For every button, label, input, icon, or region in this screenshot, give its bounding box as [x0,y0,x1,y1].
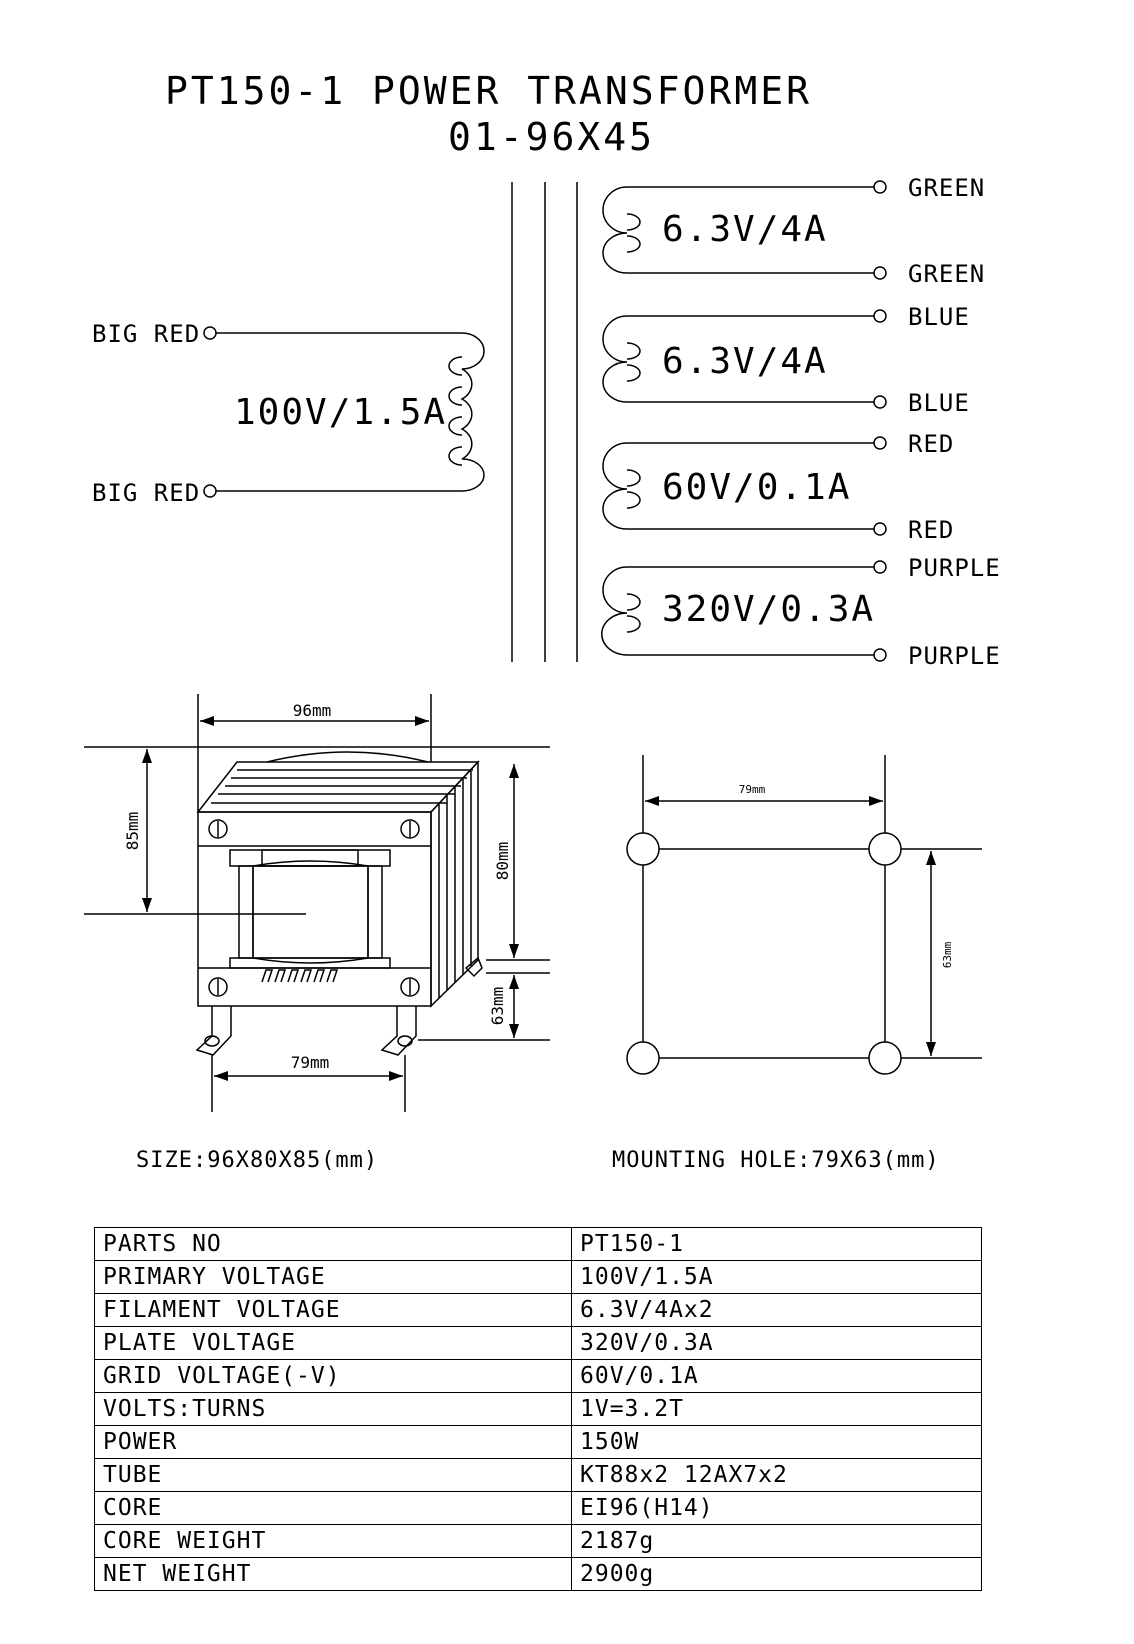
lead-label-blue-1: BLUE [908,303,970,331]
secondary-rating-4: 320V/0.3A [662,589,876,630]
spec-value: 1V=3.2T [572,1393,982,1426]
front-view [197,752,482,1055]
mount-width-label: 79mm [738,783,766,796]
terminal-purple-2 [874,649,886,661]
spec-key: VOLTS:TURNS [95,1393,572,1426]
spec-key: FILAMENT VOLTAGE [95,1294,572,1327]
spec-value: KT88x2 12AX7x2 [572,1459,982,1492]
spec-row [95,1525,982,1558]
dim-mount-depth-label: 63mm [488,986,507,1026]
spec-key: PARTS NO [95,1228,572,1261]
mounting-caption: MOUNTING HOLE:79X63(mm) [612,1148,940,1173]
spec-row [95,1459,982,1492]
mount-hole-4 [869,1042,901,1074]
spec-row [95,1294,982,1327]
spec-row [95,1327,982,1360]
mount-hole-3 [627,1042,659,1074]
spec-value: EI96(H14) [572,1492,982,1525]
secondary-rating-3: 60V/0.1A [662,467,852,508]
spec-key: PLATE VOLTAGE [95,1327,572,1360]
primary-terminal-top [204,327,216,339]
spec-key: GRID VOLTAGE(-V) [95,1360,572,1393]
terminal-green-2 [874,267,886,279]
spec-value: 6.3V/4Ax2 [572,1294,982,1327]
page-subtitle: 01-96X45 [448,115,656,159]
spec-row [95,1393,982,1426]
primary-lead-label-1: BIG RED [92,320,201,348]
lead-label-green-1: GREEN [908,174,986,202]
spec-table [94,1227,982,1591]
spec-row [95,1228,982,1261]
terminal-purple-1 [874,561,886,573]
mount-hole-1 [627,833,659,865]
lead-label-red-2: RED [908,516,955,544]
secondary-rating-1: 6.3V/4A [662,209,828,250]
dim-height-label: 85mm [123,811,142,851]
spec-row [95,1426,982,1459]
lead-label-red-1: RED [908,430,955,458]
mount-hole-2 [869,833,901,865]
lead-label-purple-1: PURPLE [908,554,1001,582]
spec-value: 100V/1.5A [572,1261,982,1294]
spec-key: TUBE [95,1459,572,1492]
spec-value: 2187g [572,1525,982,1558]
lead-label-purple-2: PURPLE [908,642,1001,670]
spec-key: POWER [95,1426,572,1459]
spec-key: CORE WEIGHT [95,1525,572,1558]
terminal-red-1 [874,437,886,449]
size-caption: SIZE:96X80X85(mm) [136,1148,379,1173]
lead-label-blue-2: BLUE [908,389,970,417]
dim-mount-width-label: 79mm [290,1053,330,1072]
spec-row [95,1360,982,1393]
spec-row [95,1558,982,1591]
spec-row [95,1261,982,1294]
secondary-rating-2: 6.3V/4A [662,341,828,382]
terminal-red-2 [874,523,886,535]
front-view-dimensions [84,694,550,1112]
terminal-blue-2 [874,396,886,408]
primary-terminal-bottom [204,485,216,497]
spec-value: PT150-1 [572,1228,982,1261]
page-title: PT150-1 POWER TRANSFORMER [165,69,812,113]
spec-row [95,1492,982,1525]
terminal-green-1 [874,181,886,193]
terminal-blue-1 [874,310,886,322]
spec-value: 2900g [572,1558,982,1591]
primary-lead-label-2: BIG RED [92,479,201,507]
dim-window-label: 80mm [493,841,512,881]
spec-key: PRIMARY VOLTAGE [95,1261,572,1294]
mounting-hole-view [627,755,982,1074]
dim-width-label: 96mm [292,701,332,720]
spec-value: 60V/0.1A [572,1360,982,1393]
spec-value: 150W [572,1426,982,1459]
spec-key: NET WEIGHT [95,1558,572,1591]
lead-label-green-2: GREEN [908,260,986,288]
spec-value: 320V/0.3A [572,1327,982,1360]
mount-depth-label: 63mm [941,941,954,969]
spec-key: CORE [95,1492,572,1525]
primary-rating: 100V/1.5A [234,392,448,433]
